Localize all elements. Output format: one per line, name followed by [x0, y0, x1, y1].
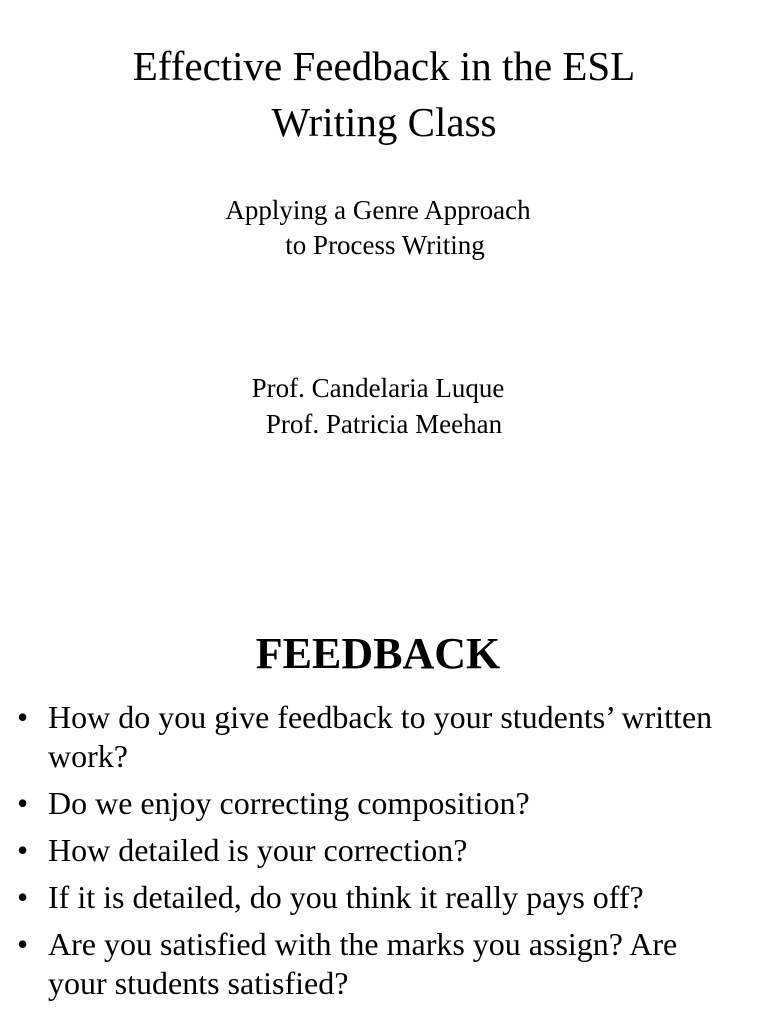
bullet-text: How detailed is your correction? [48, 832, 468, 868]
bullet-item [0, 831, 768, 870]
bullet-item [0, 784, 768, 823]
bullet-text: If it is detailed, do you think it really pays off? [48, 879, 644, 915]
bullet-item [0, 698, 768, 776]
bullet-icon: • [17, 926, 29, 962]
bullet-icon: • [17, 832, 29, 868]
author-name-2: Prof. Patricia Meehan [265, 409, 503, 439]
bullet-icon: • [17, 879, 29, 915]
slide-subtitle-line-1: Applying a Genre Approach [225, 195, 531, 225]
author-list [0, 370, 768, 442]
bullet-list [0, 698, 768, 1011]
slide-title-line-2: Writing Class [271, 99, 497, 145]
bullet-item [0, 925, 768, 1003]
slide-subtitle-line-2: to Process Writing [285, 230, 485, 260]
bullet-text: Do we enjoy correcting composition? [48, 785, 530, 821]
author-name-1: Prof. Candelaria Luque [251, 373, 505, 403]
slide-title-line-1: Effective Feedback in the ESL [132, 43, 636, 89]
feedback-heading: FEEDBACK [255, 629, 501, 678]
slide-subtitle [0, 193, 768, 263]
bullet-text: How do you give feedback to your students’ written work? [48, 699, 713, 774]
bullet-text: Are you satisfied with the marks you assign? Are your students satisfied? [48, 926, 678, 1001]
feedback-slide [0, 600, 768, 1024]
bullet-item [0, 878, 768, 917]
slide-title [0, 38, 768, 150]
bullet-icon: • [17, 699, 29, 735]
bullet-icon: • [17, 785, 29, 821]
